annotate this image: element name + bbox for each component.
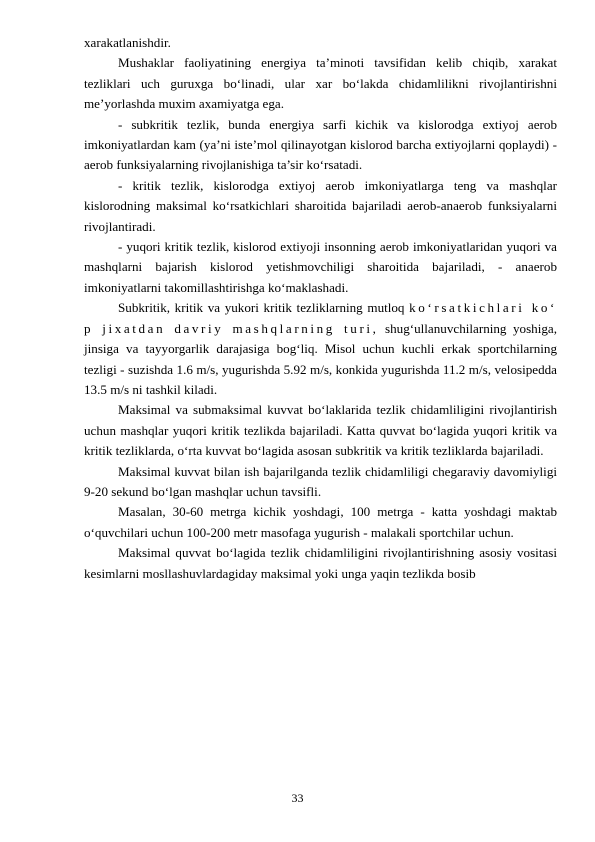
paragraph-text: Maksimal quvvat bo‘lagida tezlik chidamliligini rivojlantirishning asosiy vositasi kesimlarni mosllashuvlardagiday maksimal yoki unga yaqin tezlikda bosib bbox=[84, 545, 557, 581]
paragraph-text: Mushaklar faoliyatining energiya ta’minoti tavsifidan kelib chiqib, xarakat tezliklari uch guruxga bo‘linadi, ular xar bo‘lakda chidamlilikni rivojlantirishni me’yorlashda muxim axamiyatga ega. bbox=[84, 55, 557, 112]
paragraph bbox=[84, 53, 557, 114]
paragraph bbox=[84, 237, 557, 298]
page-number: 33 bbox=[291, 791, 304, 805]
paragraph-text: - subkritik tezlik, bunda energiya sarfi kichik va kislorodga extiyoj aerob imkoniyatlardan kam (ya’ni iste’mol qilinayotgan kislorod barcha extiyojlarni qoplaydi) - aerob funksiyalarning rivojlanishiga ta’sir ko‘rsatadi. bbox=[84, 116, 557, 173]
paragraph bbox=[84, 115, 557, 176]
paragraph-spaced-text: ko‘rsatkichlari ko‘ p jixatdan davriy mashqlarning turi, bbox=[84, 300, 557, 336]
paragraph bbox=[84, 400, 557, 461]
paragraph-text: Subkritik, kritik va yukori kritik tezliklarning mutloq bbox=[118, 300, 410, 316]
paragraph-text: xarakatlanishdir. bbox=[84, 35, 171, 50]
paragraph bbox=[84, 298, 557, 400]
paragraph-text: shug‘ullanuvchilarning yoshiga, jinsiga va tayyorgarlik darajasiga bog‘liq. Misol uchun kuchli erkak sportchilarning tezligi - suzishda 1.6 m/s, yugurishda 5.92 m/s, konkida yugurishda 11.2 m/s, velosipedda 13.5 m/s ni tashkil kiladi. bbox=[84, 320, 557, 397]
paragraph bbox=[84, 33, 557, 53]
paragraph-text: Maksimal va submaksimal kuvvat bo‘laklarida tezlik chidamliligini rivojlantirish uchun mashqlar yuqori kritik tezlikda bajariladi. Katta quvvat bo‘lagida yuqori kritik va kritik tezliklarda, o‘rta kuvvat bo‘lagida asosan subkritik va kritik tezliklarda bajariladi. bbox=[84, 402, 557, 459]
paragraph bbox=[84, 502, 557, 543]
paragraph bbox=[84, 176, 557, 237]
paragraph-text: - kritik tezlik, kislorodga extiyoj aerob imkoniyatlarga teng va mashqlar kislorodning maksimal ko‘rsatkichlari sharoitida bajariladi aerob-anaerob funksiyalarni rivojlantiradi. bbox=[84, 177, 557, 234]
paragraph-text: Maksimal kuvvat bilan ish bajarilganda tezlik chidamliligi chegaraviy davomiyligi 9-20 sekund bo‘lgan mashqlar uchun tavsifli. bbox=[84, 463, 557, 499]
document-body bbox=[84, 33, 557, 584]
paragraph bbox=[84, 543, 557, 584]
paragraph-text: - yuqori kritik tezlik, kislorod extiyoji insonning aerob imkoniyatlaridan yuqori va mashqlarni bajarish kislorod yetishmovchiligi sharoitida bajariladi, - anaerob imkoniyatlarni takomillashtirishga ko‘maklashadi. bbox=[84, 239, 557, 295]
paragraph bbox=[84, 462, 557, 503]
paragraph-text: Masalan, 30-60 metrga kichik yoshdagi, 100 metrga - katta yoshdagi maktab o‘quvchilari uchun 100-200 metr masofaga yugurish - malakali sportchilar uchun. bbox=[84, 504, 557, 540]
